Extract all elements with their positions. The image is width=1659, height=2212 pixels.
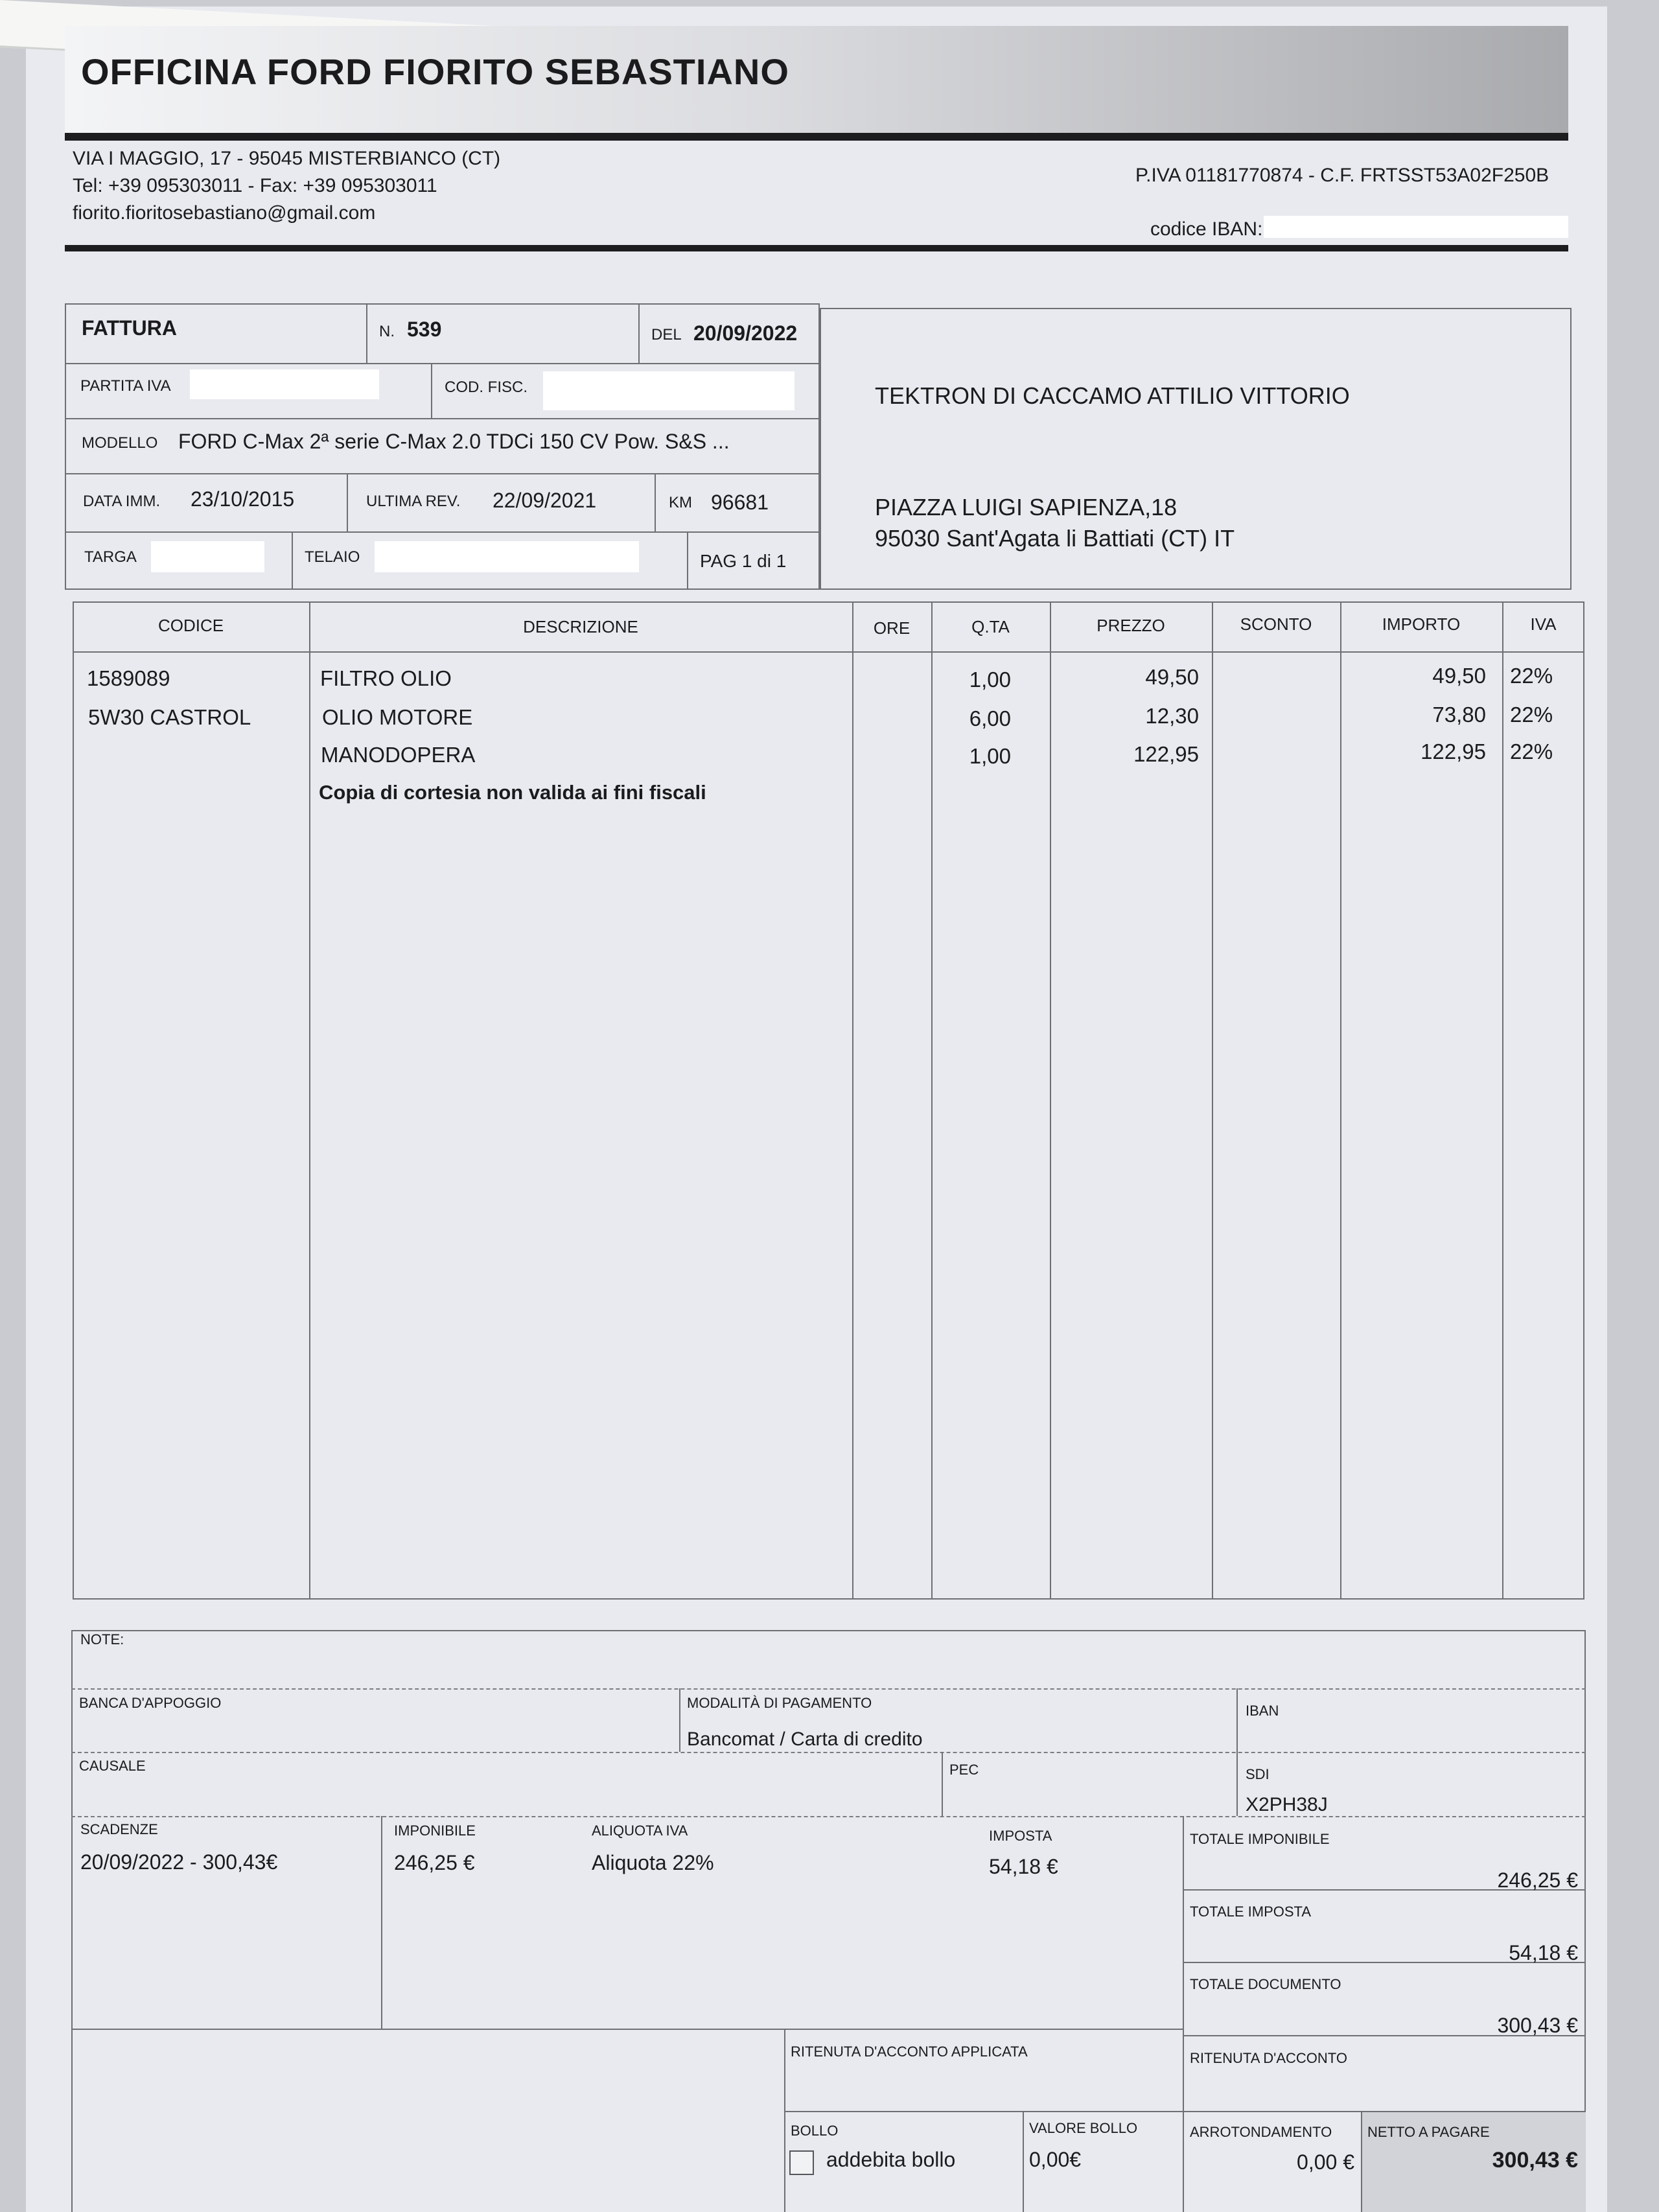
invoice-number-label: N. xyxy=(379,323,395,340)
invoice-number: 539 xyxy=(407,318,442,341)
col-header-description: DESCRIZIONE xyxy=(523,617,638,636)
iban-field-label: IBAN xyxy=(1246,1703,1279,1719)
items-header-rule xyxy=(73,651,1584,653)
total-tax-label: TOTALE IMPOSTA xyxy=(1190,1903,1312,1920)
row-qty: 6,00 xyxy=(969,706,1011,730)
row-description: OLIO MOTORE xyxy=(322,705,473,729)
net-label: NETTO A PAGARE xyxy=(1367,2124,1490,2140)
row-vat: 22% xyxy=(1510,703,1553,727)
rate-value: Aliquota 22% xyxy=(592,1851,714,1874)
company-vat: P.IVA 01181770874 - C.F. FRTSST53A02F250B xyxy=(1135,165,1549,186)
col-header-qty: Q.TA xyxy=(971,617,1010,636)
stamp-label: BOLLO xyxy=(791,2123,839,2139)
row-code: 1589089 xyxy=(87,666,170,690)
customer-name: TEKTRON DI CACCAMO ATTILIO VITTORIO xyxy=(875,382,1350,409)
rounding-value: 0,00 € xyxy=(1297,2150,1354,2174)
col-divider xyxy=(1212,601,1213,1600)
sdi-value: X2PH38J xyxy=(1246,1794,1328,1815)
header-rule-top xyxy=(65,133,1568,141)
piva-redaction xyxy=(190,369,379,399)
row-vat: 22% xyxy=(1510,739,1553,763)
col-divider xyxy=(852,601,853,1600)
bank-label: BANCA D'APPOGGIO xyxy=(79,1695,222,1711)
sdi-label: SDI xyxy=(1246,1766,1270,1782)
row-price: 49,50 xyxy=(1145,665,1199,689)
divider xyxy=(1236,1688,1238,1816)
row-code: 5W30 CASTROL xyxy=(88,705,251,729)
divider xyxy=(71,2029,1183,2030)
reg-date-value: 23/10/2015 xyxy=(191,487,295,511)
company-name: OFFICINA FORD FIORITO SEBASTIANO xyxy=(81,51,789,92)
total-taxable-value: 246,25 € xyxy=(1497,1869,1578,1892)
col-header-code: CODICE xyxy=(157,616,224,635)
divider xyxy=(784,2029,785,2212)
stamp-value: 0,00€ xyxy=(1029,2148,1082,2171)
piva-label: PARTITA IVA xyxy=(80,377,171,395)
divider xyxy=(65,363,820,364)
col-header-amount: IMPORTO xyxy=(1382,614,1461,634)
col-divider xyxy=(931,601,933,1600)
model-label: MODELLO xyxy=(82,434,158,452)
divider xyxy=(1183,1816,1184,2212)
iban-redaction xyxy=(1264,216,1568,238)
withholding-label: RITENUTA D'ACCONTO xyxy=(1190,2050,1347,2066)
stamp-check-label: addebita bollo xyxy=(826,2148,956,2171)
col-divider xyxy=(1050,601,1051,1600)
note-label: NOTE: xyxy=(80,1631,124,1647)
km-value: 96681 xyxy=(711,491,769,514)
withholding-applied-label: RITENUTA D'ACCONTO APPLICATA xyxy=(791,2043,1028,2060)
taxable-label: IMPONIBILE xyxy=(394,1822,476,1839)
total-taxable-label: TOTALE IMPONIBILE xyxy=(1190,1831,1330,1847)
col-divider xyxy=(1340,601,1341,1600)
taxable-value: 246,25 € xyxy=(394,1851,475,1874)
codfisc-redaction xyxy=(543,371,795,410)
causale-label: CAUSALE xyxy=(79,1758,146,1774)
payment-value: Bancomat / Carta di credito xyxy=(687,1729,923,1750)
total-doc-label: TOTALE DOCUMENTO xyxy=(1190,1976,1341,1992)
divider xyxy=(292,531,293,590)
plate-redaction xyxy=(151,541,264,572)
courtesy-copy-note: Copia di cortesia non valida ai fini fiscali xyxy=(319,781,706,804)
divider xyxy=(638,303,640,363)
stamp-value-label: VALORE BOLLO xyxy=(1029,2120,1138,2136)
customer-street: PIAZZA LUIGI SAPIENZA,18 xyxy=(875,494,1178,520)
invoice-date: 20/09/2022 xyxy=(693,321,798,345)
divider xyxy=(1023,2111,1024,2212)
col-divider xyxy=(1502,601,1503,1600)
invoice-date-label: DEL xyxy=(651,326,682,343)
divider xyxy=(65,473,820,474)
row-vat: 22% xyxy=(1510,664,1553,688)
model-value: FORD C-Max 2ª serie C-Max 2.0 TDCi 150 CV Pow. S&S ... xyxy=(178,430,730,453)
header-rule-bottom xyxy=(65,245,1568,251)
company-email: fiorito.fioritosebastiano@gmail.com xyxy=(73,202,376,224)
divider xyxy=(679,1688,680,1752)
divider xyxy=(942,1752,943,1816)
divider xyxy=(65,531,820,533)
col-header-discount: SCONTO xyxy=(1240,614,1312,634)
row-description: MANODOPERA xyxy=(321,743,476,767)
row-amount: 49,50 xyxy=(1432,664,1486,688)
company-phone: Tel: +39 095303011 - Fax: +39 095303011 xyxy=(73,175,437,196)
payment-label: MODALITÀ DI PAGAMENTO xyxy=(687,1695,872,1711)
km-label: KM xyxy=(669,494,692,511)
divider xyxy=(431,363,432,418)
col-header-price: PREZZO xyxy=(1096,616,1165,635)
divider xyxy=(366,303,367,363)
divider xyxy=(71,1688,1586,1690)
col-header-hours: ORE xyxy=(873,618,911,638)
col-divider xyxy=(309,601,310,1600)
rate-label: ALIQUOTA IVA xyxy=(592,1822,688,1839)
total-tax-value: 54,18 € xyxy=(1509,1941,1578,1964)
stamp-checkbox[interactable] xyxy=(789,2150,814,2175)
tax-value: 54,18 € xyxy=(989,1855,1058,1878)
row-amount: 122,95 xyxy=(1421,739,1486,763)
row-amount: 73,80 xyxy=(1432,703,1486,727)
row-description: FILTRO OLIO xyxy=(320,666,452,690)
divider xyxy=(347,473,348,531)
divider xyxy=(71,1816,1586,1817)
last-rev-label: ULTIMA REV. xyxy=(366,493,461,510)
col-header-vat: IVA xyxy=(1530,614,1557,634)
divider xyxy=(71,1752,1586,1753)
divider xyxy=(687,531,688,590)
iban-label: codice IBAN: xyxy=(1150,218,1263,240)
invoice-title: FATTURA xyxy=(82,316,177,340)
divider xyxy=(655,473,656,531)
row-qty: 1,00 xyxy=(969,744,1011,768)
codfisc-label: COD. FISC. xyxy=(445,378,528,396)
page-label: PAG 1 di 1 xyxy=(700,551,787,571)
row-price: 12,30 xyxy=(1145,704,1199,728)
plate-label: TARGA xyxy=(84,548,137,566)
chassis-redaction xyxy=(375,541,639,572)
last-rev-value: 22/09/2021 xyxy=(493,489,597,512)
divider xyxy=(65,418,820,419)
divider xyxy=(381,1816,382,2029)
total-doc-value: 300,43 € xyxy=(1497,2014,1578,2037)
row-price: 122,95 xyxy=(1133,742,1199,766)
reg-date-label: DATA IMM. xyxy=(83,493,161,510)
due-value: 20/09/2022 - 300,43€ xyxy=(80,1850,278,1874)
company-address: VIA I MAGGIO, 17 - 95045 MISTERBIANCO (CT) xyxy=(73,148,501,169)
chassis-label: TELAIO xyxy=(305,548,360,566)
due-label: SCADENZE xyxy=(80,1821,158,1837)
tax-label: IMPOSTA xyxy=(989,1828,1052,1844)
pec-label: PEC xyxy=(949,1762,979,1778)
row-qty: 1,00 xyxy=(969,668,1011,692)
net-value: 300,43 € xyxy=(1492,2148,1578,2172)
rounding-label: ARROTONDAMENTO xyxy=(1190,2124,1332,2140)
customer-city: 95030 Sant'Agata li Battiati (CT) IT xyxy=(875,525,1235,552)
